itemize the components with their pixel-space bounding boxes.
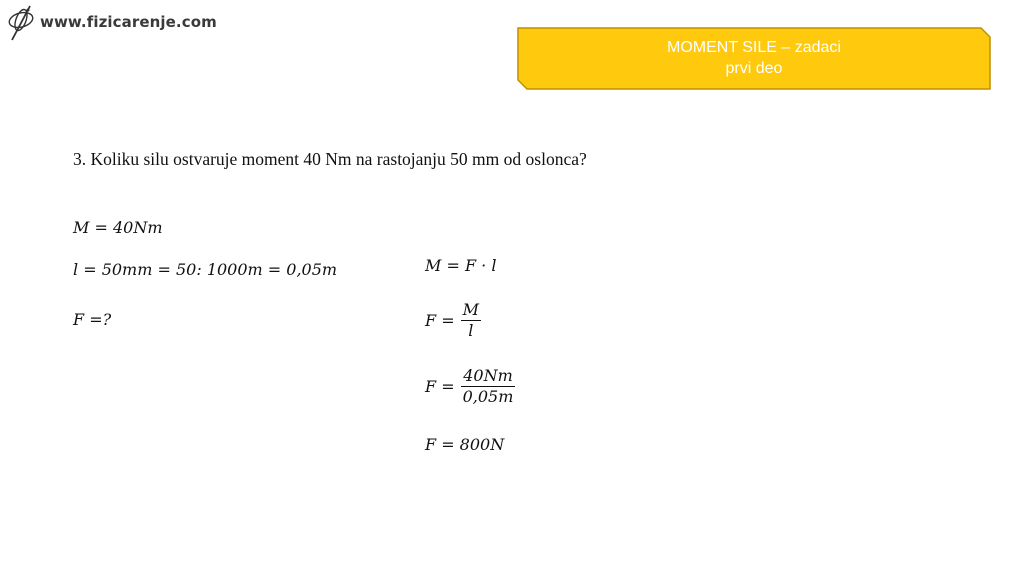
- given-distance: l = 50mm = 50: 1000m = 0,05m: [73, 260, 338, 279]
- rearranged-fraction: [461, 300, 481, 341]
- title-line-2: prvi deo: [725, 60, 783, 77]
- site-logo[interactable]: [4, 2, 217, 42]
- rearranged-lhs: F =: [425, 311, 455, 330]
- substitution-lhs: F =: [425, 377, 455, 396]
- fraction-denominator: 0,05m: [462, 387, 514, 406]
- fraction-denominator: l: [468, 321, 474, 340]
- given-moment: M = 40Nm: [73, 218, 163, 237]
- problem-statement: 3. Koliku silu ostvaruje moment 40 Nm na rastojanju 50 mm od oslonca?: [73, 149, 587, 169]
- final-result: F = 800N: [425, 435, 505, 454]
- slide-title: [517, 37, 991, 79]
- title-line-1: MOMENT SILE – zadaci: [667, 39, 841, 56]
- atom-pen-logo-icon: [4, 2, 38, 42]
- rearranged-formula: [425, 300, 481, 341]
- fraction-numerator: M: [462, 300, 479, 319]
- fraction-numerator: 40Nm: [463, 366, 513, 385]
- substitution-fraction: [461, 366, 516, 407]
- site-url[interactable]: www.fizicarenje.com: [40, 13, 217, 31]
- substituted-formula: [425, 366, 515, 407]
- title-banner: [517, 27, 991, 90]
- moment-formula: M = F · l: [425, 256, 497, 275]
- given-unknown-force: F =?: [73, 310, 112, 329]
